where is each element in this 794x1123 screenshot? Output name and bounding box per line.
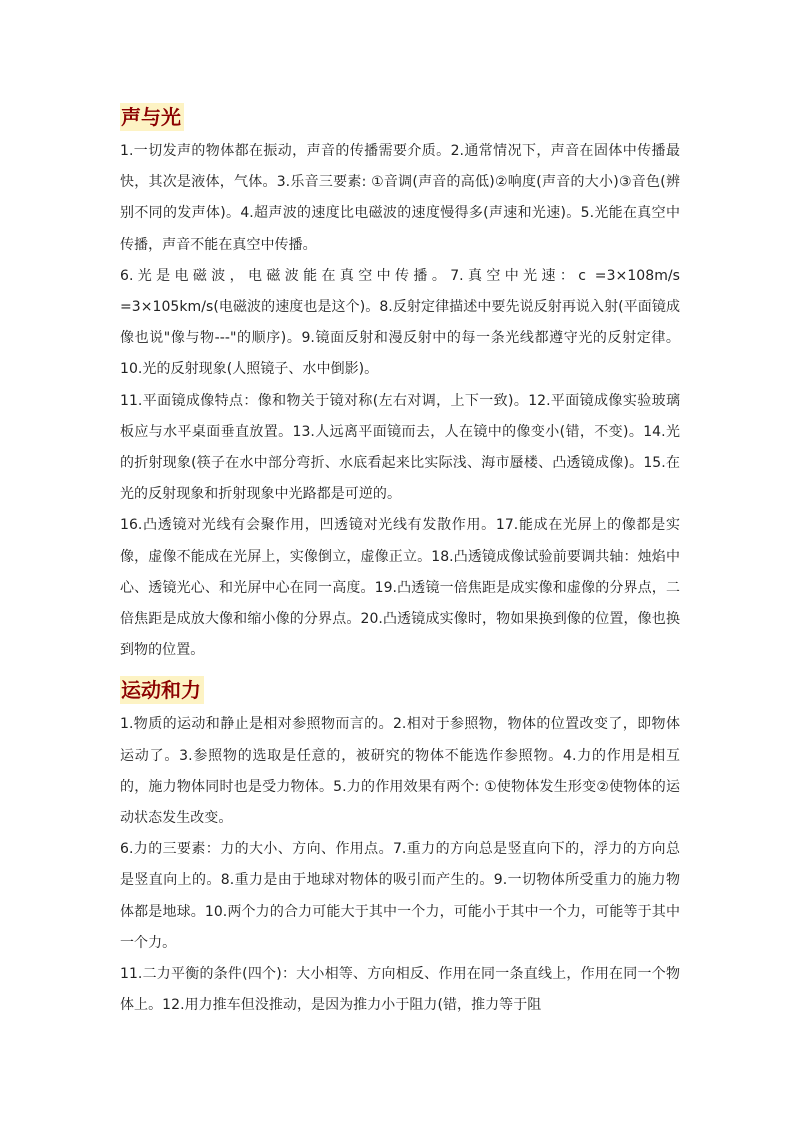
section-title-sound-light: 声与光: [120, 103, 184, 131]
paragraph: 6.光是电磁波，电磁波能在真空中传播。7.真空中光速：c =3×108m/s =3×105km/s(电磁波的速度也是这个)。8.反射定律描述中要先说反射再说入射(平面镜成像也说"像与物---"的顺序)。9.镜面反射和漫反射中的每一条光线都遵守光的反射定律。10.光的反射现象(人照镜子、水中倒影)。: [120, 267, 680, 378]
paragraph: 16.凸透镜对光线有会聚作用，凹透镜对光线有发散作用。17.能成在光屏上的像都是实像，虚像不能成在光屏上，实像倒立，虚像正立。18.凸透镜成像试验前要调共轴：烛焰中心、透镜光心、和光屏中心在同一高度。19.凸透镜一倍焦距是成实像和虚像的分界点，二倍焦距是成放大像和缩小像的分界点。20.凸透镜成实像时，物如果换到像的位置，像也换到物的位置。: [120, 517, 680, 659]
paragraph: 1.一切发声的物体都在振动，声音的传播需要介质。2.通常情况下，声音在固体中传播最快，其次是液体，气体。3.乐音三要素: ①音调(声音的高低)②响度(声音的大小)③音色(辨别不同的发声体)。4.超声波的速度比电磁波的速度慢得多(声速和光速)。5.光能在真空中传播，声音不能在真空中传播。: [120, 143, 680, 253]
paragraph: 11.平面镜成像特点：像和物关于镜对称(左右对调，上下一致)。12.平面镜成像实验玻璃板应与水平桌面垂直放置。13.人远离平面镜而去，人在镜中的像变小(错，不变)。14.光的折射现象(筷子在水中部分弯折、水底看起来比实际浅、海市蜃楼、凸透镜成像)。15.在光的反射现象和折射现象中光路都是可逆的。: [120, 392, 680, 503]
section-heading-wrap: [120, 676, 680, 704]
section-heading-wrap: [120, 103, 680, 131]
paragraph: 6.力的三要素：力的大小、方向、作用点。7.重力的方向总是竖直向下的，浮力的方向总是竖直向上的。8.重力是由于地球对物体的吸引而产生的。9.一切物体所受重力的施力物体都是地球。10.两个力的合力可能大于其中一个力，可能小于其中一个力，可能等于其中一个力。: [120, 841, 680, 951]
document-page: [120, 100, 680, 1021]
paragraph: 11.二力平衡的条件(四个)：大小相等、方向相反、作用在同一条直线上，作用在同一个物体上。12.用力推车但没推动，是因为推力小于阻力(错，推力等于阻: [120, 966, 680, 1014]
paragraph: 1.物质的运动和静止是相对参照物而言的。2.相对于参照物，物体的位置改变了，即物体运动了。3.参照物的选取是任意的，被研究的物体不能选作参照物。4.力的作用是相互的，施力物体同时也是受力物体。5.力的作用效果有两个: ①使物体发生形变②使物体的运动状态发生改变。: [120, 716, 680, 827]
section-title-motion-force: 运动和力: [120, 676, 204, 704]
